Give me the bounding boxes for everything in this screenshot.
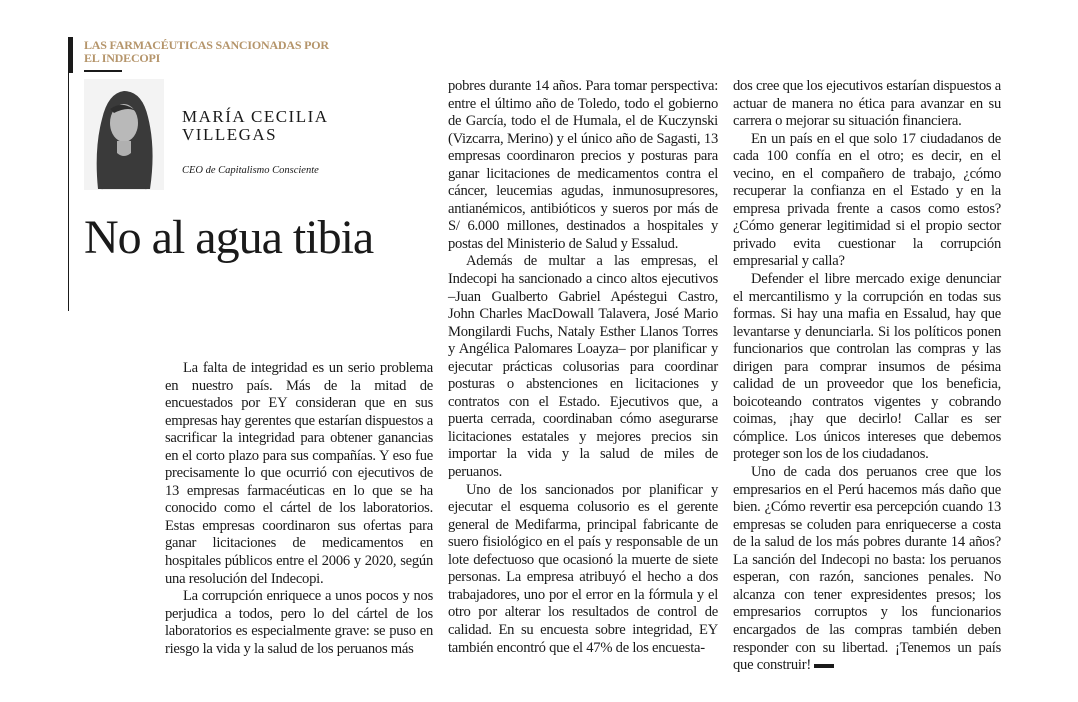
paragraph: En un país en el que solo 17 ciudadanos de cada 100 confía en el otro; es decir, en el vecino, en el compañero de trabajo, ¿cómo recuperar la confianza en el Estado y en la empresa privada frente a casos como estos? ¿Cómo generar legitimidad si el propio sector privado evita cuestionar la corrupción empresarial y calla? bbox=[733, 130, 1001, 270]
column-3 bbox=[733, 78, 1001, 675]
author-portrait-icon bbox=[84, 79, 164, 190]
headline: No al agua tibia bbox=[84, 211, 374, 264]
section-kicker: LAS FARMACÉUTICAS SANCIONADAS POR EL INDECOPI bbox=[84, 38, 329, 65]
paragraph: Además de multar a las empresas, el Indecopi ha sancionado a cinco altos ejecutivos –Juan Gualberto Gabriel Apéstegui Castro, John Charles MacDowall Talavera, José Mario Mongilardi Fuchs, Nataly Esther Llanos Torres y Angélica Palomares Loayza– por planificar y ejecutar prácticas colusorias para coordinar posturas o abstenciones en licitaciones y contratos con el Estado. Ejecutivos que, a puerta cerrada, coordinaban cómo asegurarse licitaciones estatales y mejores precios sin importar la vida y la salud de miles de peruanos. bbox=[448, 253, 718, 481]
author-name: MARÍA CECILIA VILLEGAS bbox=[182, 107, 328, 144]
paragraph: Uno de los sancionados por planificar y ejecutar el esquema colusorio es el gerente general de Medifarma, principal fabricante de suero fisiológico en el país y responsable de un lote defectuoso que ocasionó la muerte de siete personas. La empresa atribuyó el hecho a dos trabajadores, uno por el error en la fórmula y el otro por alterar los resultados de control de calidad. En su encuesta sobre integridad, EY también encontró que el 47% de los encuesta- bbox=[448, 481, 718, 656]
end-mark bbox=[814, 664, 834, 668]
paragraph-text: Uno de cada dos peruanos cree que los empresarios en el Perú hacemos más daño que bien. ¿Cómo revertir esa percepción cuando 13 empresas se coluden para enriquecerse a costa de la salud de los más pobres durante 14 años? La sanción del Indecopi no basta: los peruanos esperan, con razón, sanciones penales. No alcanza con tener expresidentes presos; los empresarios corruptos y los funcionarios encargados de las compras también deben responder con su libertad. ¡Tenemos un país que construir! bbox=[733, 464, 1001, 674]
paragraph: dos cree que los ejecutivos estarían dispuestos a actuar de manera no ética para avanzar en su carrera o mejorar su situación financiera. bbox=[733, 78, 1001, 130]
author-role: CEO de Capitalismo Consciente bbox=[182, 165, 319, 176]
paragraph: La falta de integridad es un serio problema en nuestro país. Más de la mitad de encuestados por EY consideran que en sus empresas hay gerentes que estarían dispuestos a sacrificar la integridad para obtener ganancias en el corto plazo para sus compañías. Y eso fue precisamente lo que ocurrió con ejecutivos de 13 empresas farmacéuticas en lo que se ha conocido como el cártel de los laboratorios. Estas empresas coordinaron sus ofertas para ganar licitaciones de medicamentos en hospitales públicos entre el 2006 y 2020, según una resolución del Indecopi. bbox=[165, 360, 433, 587]
paragraph: pobres durante 14 años. Para tomar perspectiva: entre el último año de Toledo, todo el gobierno de García, todo el de Humala, el de Kuczynski (Vizcarra, Merino) y el único año de Sagasti, 13 empresas coordinaron precios y posturas para ganar licitaciones de medicamentos contra el cáncer, leucemias agudas, inmunosupresores, antianémicos, antibióticos y sueros por más de S/ 6.000 millones, destinados a hospitales y postas del Ministerio de Salud y Essalud. bbox=[448, 78, 718, 252]
left-rule bbox=[68, 73, 69, 311]
paragraph-last bbox=[733, 464, 1001, 675]
kicker-underline bbox=[84, 70, 122, 72]
section-bar bbox=[68, 37, 73, 73]
author-photo bbox=[84, 79, 164, 190]
paragraph: La corrupción enriquece a unos pocos y nos perjudica a todos, pero lo del cártel de los laboratorios es especialmente grave: se puso en riesgo la vida y la salud de los peruanos más bbox=[165, 588, 433, 657]
column-2 bbox=[448, 78, 718, 657]
column-1 bbox=[165, 360, 433, 658]
paragraph: Defender el libre mercado exige denunciar el mercantilismo y la corrupción en todas sus formas. Si hay una mafia en Essalud, hay que levantarse y denunciarla. Si los políticos ponen funcionarios que controlan las compras y las dirigen para comprar insumos de pésima calidad de un proveedor que los beneficia, boicoteando contratos vigentes y cobrando coimas, ¡hay que decirlo! Callar es ser cómplice. Los únicos intereses que debemos proteger son los de los ciudadanos. bbox=[733, 271, 1001, 463]
